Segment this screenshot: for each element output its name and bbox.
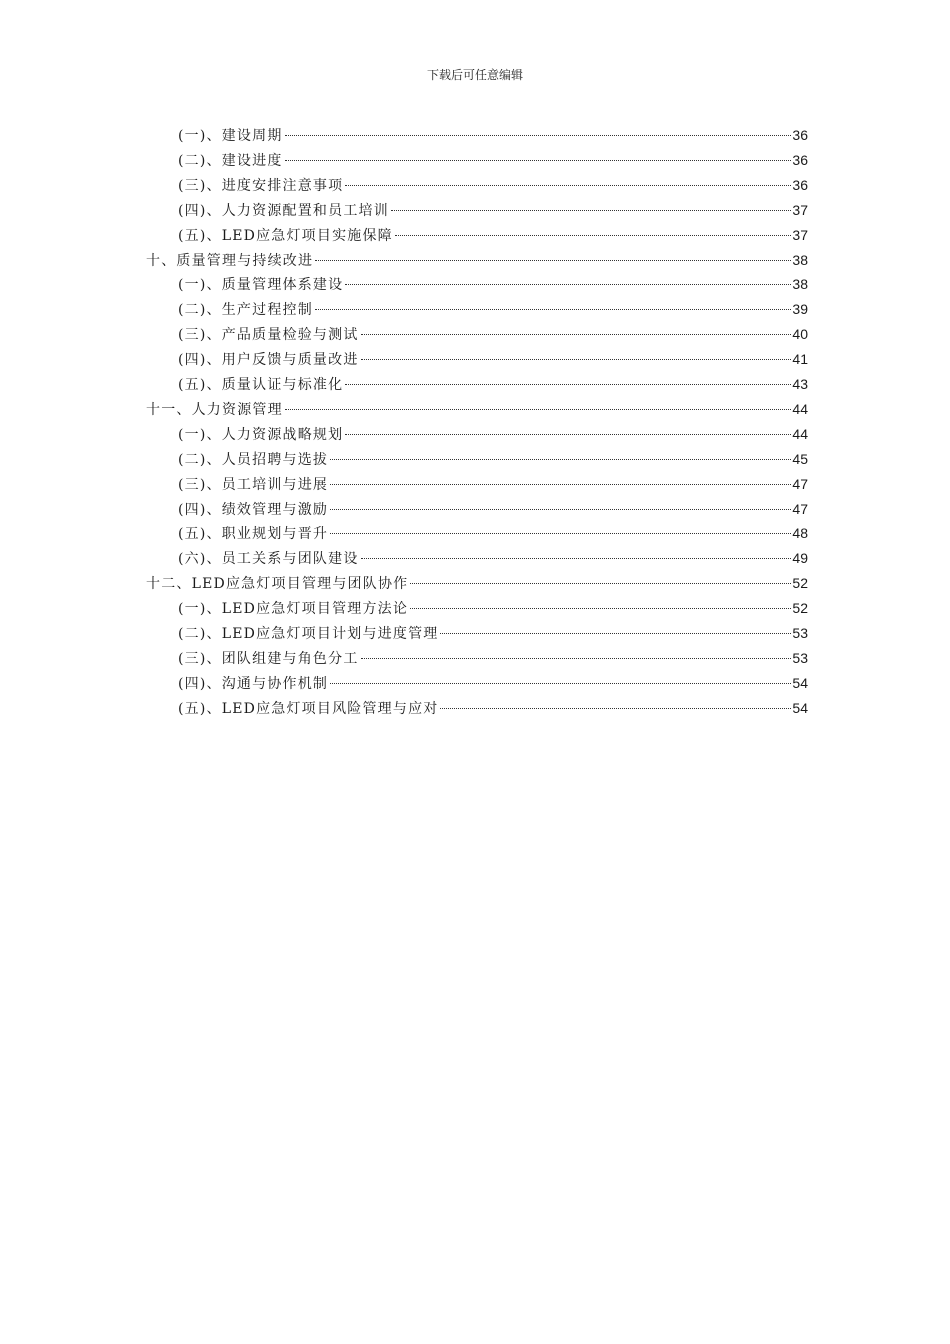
toc-dot-leader (330, 484, 791, 485)
toc-dot-leader (361, 658, 792, 659)
toc-entry[interactable] (178, 299, 808, 323)
toc-page-number: 45 (792, 450, 808, 467)
toc-dot-leader (361, 334, 792, 335)
toc-entry[interactable] (178, 274, 808, 298)
toc-page-number: 54 (792, 699, 808, 716)
toc-dot-leader (315, 260, 791, 261)
toc-entry-title: 十二、LED应急灯项目管理与团队协作 (146, 576, 409, 593)
toc-entry-title: (一)、LED应急灯项目管理方法论 (178, 601, 409, 618)
toc-page-number: 53 (792, 649, 808, 666)
toc-dot-leader (410, 608, 791, 609)
toc-page-number: 36 (792, 176, 808, 193)
toc-dot-leader (410, 583, 791, 584)
toc-entry[interactable] (146, 399, 808, 423)
toc-page-number: 48 (792, 525, 808, 542)
toc-page-number: 37 (792, 201, 808, 218)
toc-dot-leader (361, 558, 792, 559)
toc-entry[interactable] (178, 523, 808, 547)
toc-dot-leader (395, 235, 792, 236)
toc-entry-title: (三)、产品质量检验与测试 (178, 327, 359, 344)
toc-page-number: 43 (792, 376, 808, 392)
toc-entry[interactable] (178, 225, 808, 249)
toc-entry[interactable] (178, 200, 808, 224)
toc-entry[interactable] (178, 424, 808, 448)
toc-entry[interactable] (178, 374, 808, 398)
toc-dot-leader (285, 135, 792, 136)
toc-entry-title: (二)、LED应急灯项目计划与进度管理 (178, 626, 439, 642)
toc-page-number: 38 (792, 251, 808, 268)
toc-entry[interactable] (178, 150, 808, 174)
toc-dot-leader (361, 359, 792, 360)
toc-entry[interactable] (178, 648, 808, 672)
toc-entry-title: (二)、建设进度 (178, 152, 283, 169)
toc-entry-title: (三)、团队组建与角色分工 (178, 650, 359, 667)
toc-dot-leader (345, 284, 791, 285)
toc-page-number: 54 (792, 674, 808, 691)
toc-entry-title: (五)、LED应急灯项目实施保障 (178, 227, 393, 244)
toc-entry[interactable] (178, 324, 808, 348)
toc-entry-title: (六)、员工关系与团队建设 (178, 551, 359, 568)
toc-entry[interactable] (178, 125, 808, 149)
toc-dot-leader (330, 683, 791, 684)
toc-entry-title: (四)、沟通与协作机制 (178, 675, 329, 692)
toc-entry[interactable] (178, 698, 808, 722)
toc-page-number: 37 (792, 226, 808, 243)
toc-entry-title: 十一、人力资源管理 (146, 401, 283, 418)
toc-page-number: 36 (792, 151, 808, 168)
toc-entry-title: 十、质量管理与持续改进 (146, 252, 314, 269)
toc-entry[interactable] (178, 598, 808, 622)
toc-page-number: 36 (792, 127, 808, 143)
toc-entry[interactable] (146, 573, 808, 597)
toc-page-number: 52 (792, 575, 808, 592)
toc-page-number: 44 (792, 425, 808, 442)
toc-dot-leader (285, 409, 792, 410)
toc-dot-leader (330, 459, 791, 460)
toc-page-number: 41 (792, 351, 808, 368)
toc-page-number: 40 (792, 326, 808, 343)
page-header: 下载后可任意编辑 (426, 68, 523, 82)
toc-entry-title: (一)、质量管理体系建设 (178, 277, 344, 294)
toc-page-number: 52 (792, 600, 808, 617)
toc-dot-leader (330, 509, 791, 510)
toc-entry[interactable] (178, 175, 808, 199)
toc-page-number: 44 (792, 400, 808, 417)
toc-page-number: 53 (792, 625, 808, 641)
toc-entry-title: (三)、进度安排注意事项 (178, 177, 344, 194)
toc-entry-title: (四)、人力资源配置和员工培训 (178, 202, 389, 219)
toc-dot-leader (440, 708, 791, 709)
toc-page-number: 49 (792, 550, 808, 567)
toc-entry-title: (四)、用户反馈与质量改进 (178, 352, 359, 369)
toc-dot-leader (345, 185, 791, 186)
toc-dot-leader (285, 160, 792, 161)
toc-entry-title: (三)、员工培训与进展 (178, 476, 329, 493)
toc-dot-leader (345, 434, 791, 435)
toc-entry-title: (五)、职业规划与晋升 (178, 526, 329, 543)
toc-entry-title: (二)、人员招聘与选拔 (178, 451, 329, 468)
toc-entry-title: (一)、人力资源战略规划 (178, 426, 344, 443)
toc-entry[interactable] (146, 250, 808, 274)
toc-dot-leader (440, 633, 791, 634)
toc-entry[interactable] (178, 623, 808, 647)
toc-entry-title: (一)、建设周期 (178, 128, 283, 144)
toc-entry-title: (五)、质量认证与标准化 (178, 377, 344, 393)
toc-entry[interactable] (178, 548, 808, 572)
toc-page-number: 38 (792, 276, 808, 293)
toc-dot-leader (345, 384, 791, 385)
toc-entry[interactable] (178, 673, 808, 697)
toc-entry-title: (二)、生产过程控制 (178, 302, 313, 319)
toc-entry[interactable] (178, 349, 808, 373)
toc-dot-leader (330, 533, 791, 534)
toc-page-number: 47 (792, 475, 808, 492)
toc-page-number: 47 (792, 500, 808, 517)
toc-dot-leader (315, 309, 791, 310)
toc-page-number: 39 (792, 301, 808, 318)
toc-entry-title: (五)、LED应急灯项目风险管理与应对 (178, 700, 439, 717)
toc-entry[interactable] (178, 474, 808, 498)
toc-dot-leader (391, 210, 791, 211)
toc-entry[interactable] (178, 499, 808, 523)
toc-entry-title: (四)、绩效管理与激励 (178, 501, 329, 518)
toc-entry[interactable] (178, 449, 808, 473)
